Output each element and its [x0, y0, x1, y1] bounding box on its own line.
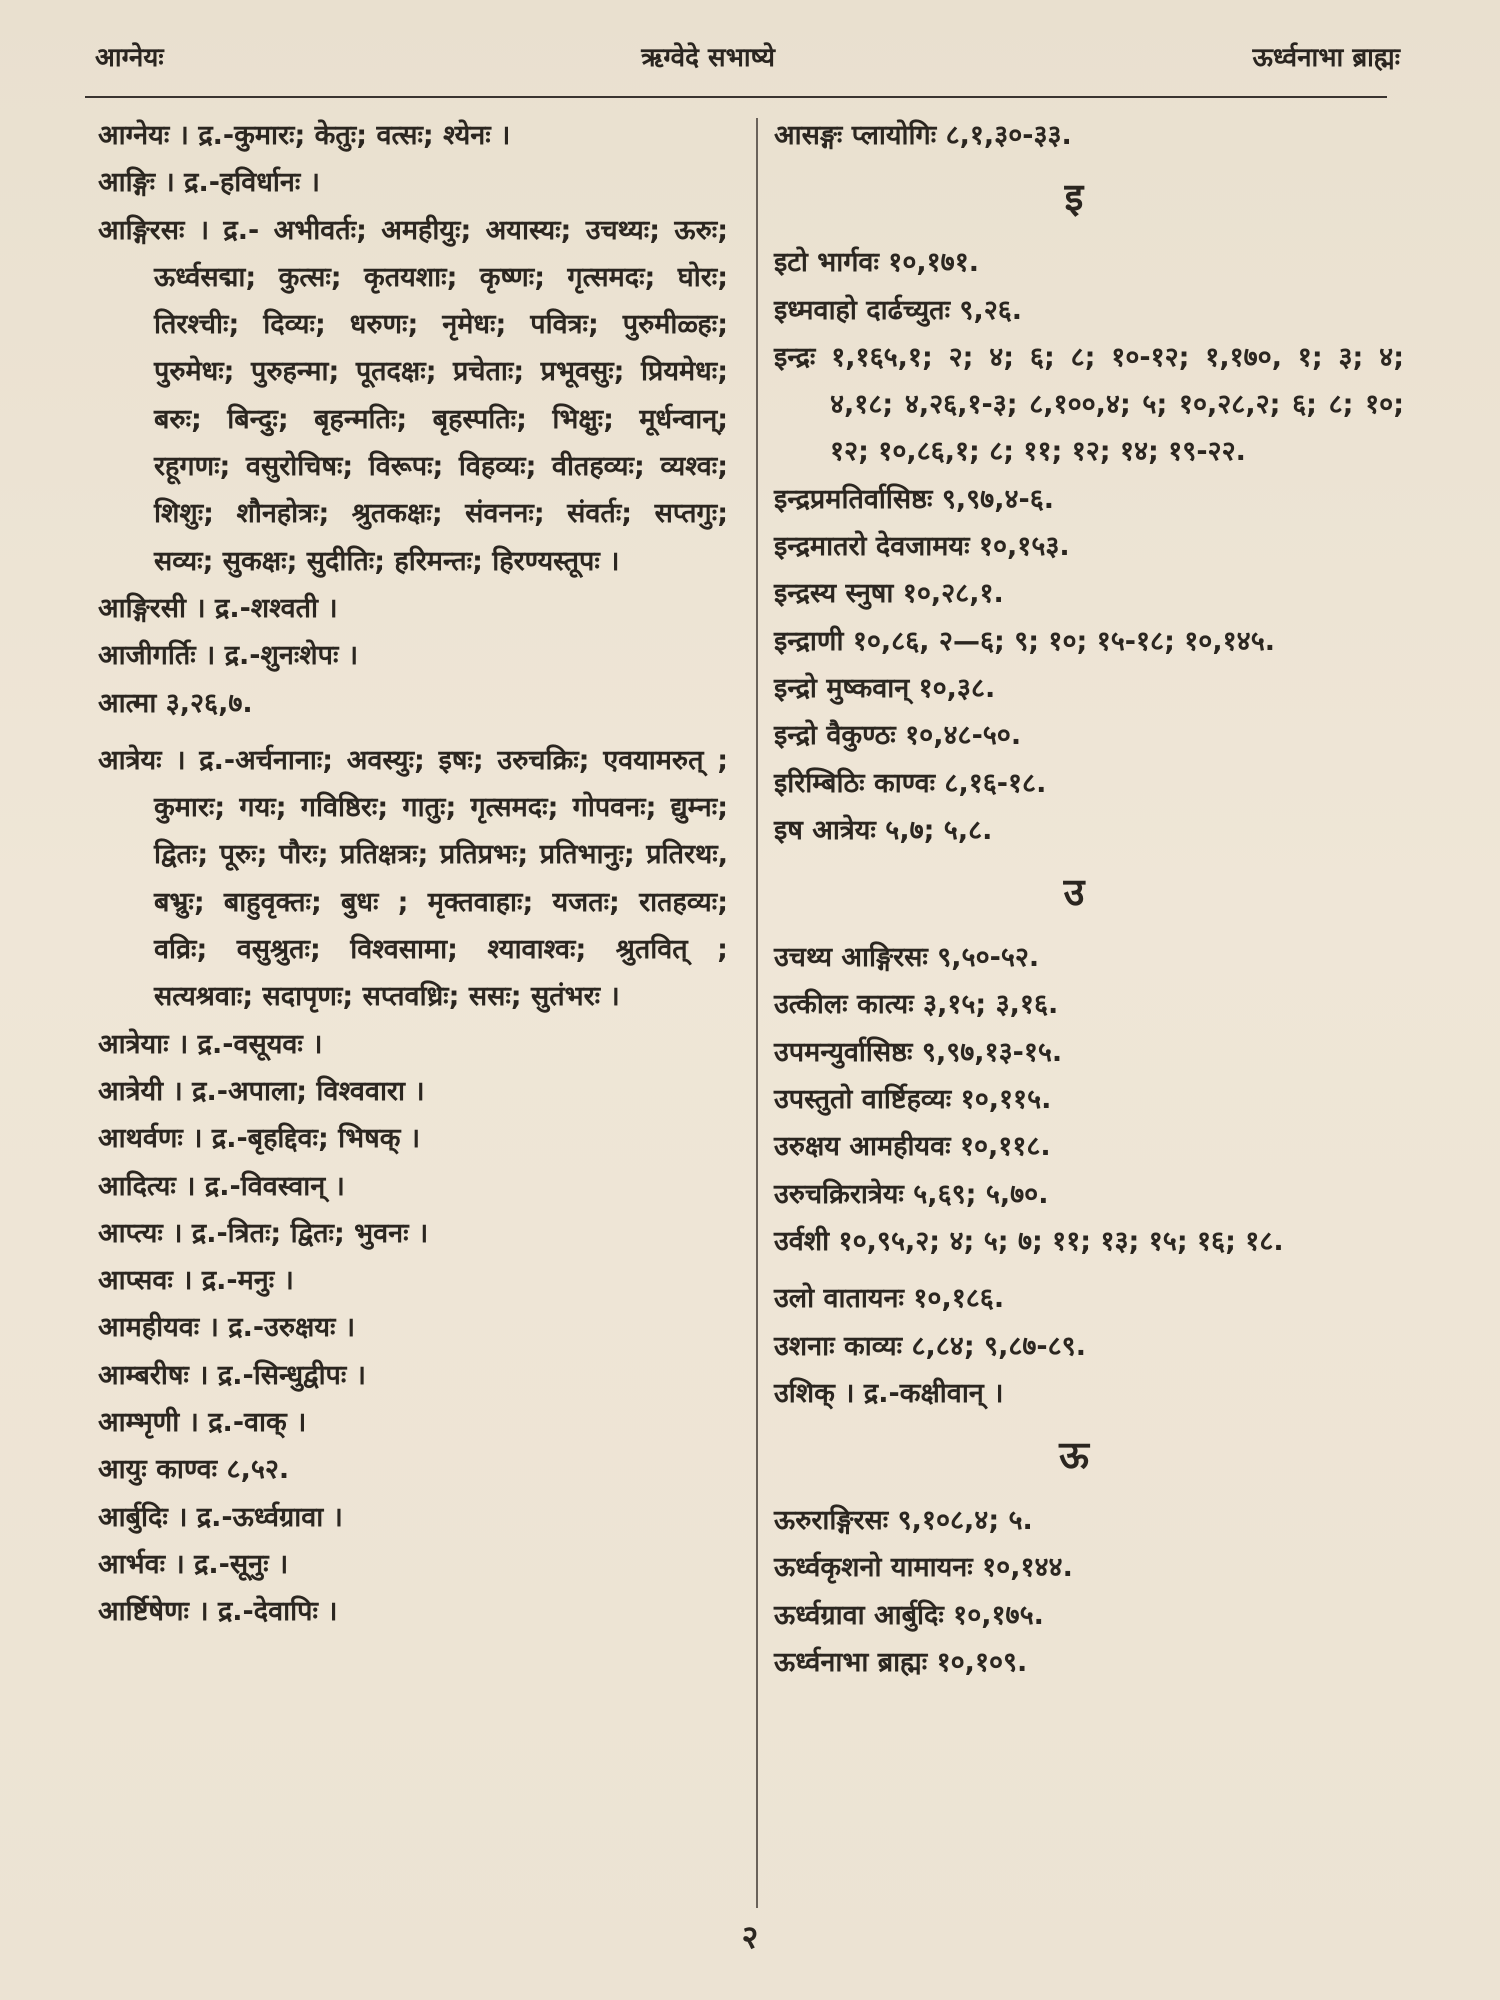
index-entry: आत्मा ३,२६,७. [98, 687, 253, 719]
index-entry: आग्नेयः । द्र.-कुमारः; केतुः; वत्सः; श्येनः । [98, 120, 511, 151]
top-rule [85, 96, 1387, 98]
index-entry: उत्कीलः कात्यः ३,१५; ३,१६. [774, 989, 1059, 1021]
right-column [774, 112, 1404, 1686]
index-entry: उशनाः काव्यः ८,८४; ९,८७-८९. [774, 1330, 1086, 1362]
index-entry: इन्द्रः १,१६५,१; २; ४; ६; ८; १०-१२; १,१७०, १; ३; ४; ४,१८; ४,२६,१-३; ८,१००,४; ५; १०,२८,२; ६; ८; १०; १२; १०,८६,१; ८; ११; १२; १४; १९-२२. [774, 341, 1404, 468]
index-entry: आत्रेयः । द्र.-अर्चनानाः; अवस्युः; इषः; उरुचक्रिः; एवयामरुत् ; कुमारः; गयः; गविष्ठिरः; गातुः; गृत्समदः; गोपवनः; द्युम्नः; द्वितः; पूरुः; पौरः; प्रतिक्षत्रः; प्रतिप्रभः; प्रतिभानुः; प्रतिरथः, बभ्रुः; बाहुवृक्तः; बुधः ; मृक्तवाहाः; यजतः; रातहव्यः; वव्रिः; वसुश्रुतः; विश्वसामा; श्यावाश्वः; श्रुतवित् ; सत्यश्रवाः; सदापृणः; सप्तवध्रिः; ससः; सुतंभरः । [98, 744, 728, 1013]
index-entry: उपमन्युर्वासिष्ठः ९,९७,१३-१५. [774, 1036, 1063, 1068]
index-entry: आङ्गिरसः । द्र.- अभीवर्तः; अमहीयुः; अयास्यः; उचथ्यः; ऊरुः; ऊर्ध्वसद्मा; कुत्सः; कृतयशाः; कृष्णः; गृत्समदः; घोरः; तिरश्चीः; दिव्यः; धरुणः; नृमेधः; पवित्रः; पुरुमीळ्हः; पुरुमेधः; पुरुहन्मा; पूतदक्षः; प्रचेताः; प्रभूवसुः; प्रियमेधः; बरुः; बिन्दुः; बृहन्मतिः; बृहस्पतिः; भिक्षुः; मूर्धन्वान्; रहूगणः; वसुरोचिषः; विरूपः; विहव्यः; वीतहव्यः; व्यश्वः; शिशुः; शौनहोत्रः; श्रुतकक्षः; संवननः; संवर्तः; सप्तगुः; सव्यः; सुकक्षः; सुदीतिः; हरिमन्तः; हिरण्यस्तूपः । [98, 214, 728, 577]
index-entry: आङ्गिः । द्र.-हविर्धानः । [98, 167, 320, 199]
index-entry: उशिक् । द्र.-कक्षीवान् । [774, 1377, 1004, 1409]
index-entry: आमहीयवः । द्र.-उरुक्षयः । [98, 1312, 356, 1344]
running-head-center: ऋग्वेदे सभाष्ये [641, 43, 775, 73]
index-entry: इष आत्रेयः ५,७; ५,८. [774, 814, 993, 846]
running-head [95, 38, 1400, 74]
index-entry: ऊर्ध्वकृशनो यामायनः १०,१४४. [774, 1552, 1073, 1584]
index-entry: इन्द्रो वैकुण्ठः १०,४८-५०. [774, 720, 1022, 752]
index-entry: उरुचक्रिरात्रेयः ५,६९; ५,७०. [774, 1178, 1049, 1210]
index-entry: आयुः काण्वः ८,५२. [98, 1454, 290, 1486]
index-entry: आदित्यः । द्र.-विवस्वान् । [98, 1170, 345, 1202]
column-rule [756, 118, 758, 1908]
index-entry: ऊर्ध्वनाभा ब्राह्मः १०,१०९. [774, 1647, 1028, 1679]
index-entry: आम्भृणी । द्र.-वाक् । [98, 1407, 307, 1439]
index-entry: उलो वातायनः १०,१८६. [774, 1283, 1005, 1315]
index-entry: आत्रेयाः । द्र.-वसूयवः । [98, 1028, 323, 1060]
left-column [98, 112, 728, 1636]
index-entry: आङ्गिरसी । द्र.-शश्वती । [98, 592, 338, 624]
page-number: २ [741, 1918, 759, 1956]
index-entry: इरिम्बिठिः काण्वः ८,१६-१८. [774, 767, 1047, 799]
index-entry: आप्त्यः । द्र.-त्रितः; द्वितः; भुवनः । [98, 1217, 429, 1249]
index-entry: आथर्वणः । द्र.-बृहद्दिवः; भिषक् । [98, 1123, 421, 1155]
index-entry: इन्द्रप्रमतिर्वासिष्ठः ९,९७,४-६. [774, 483, 1055, 515]
index-entry: उचथ्य आङ्गिरसः ९,५०-५२. [774, 942, 1040, 974]
index-entry: इध्मवाहो दार्ढच्युतः ९,२६. [774, 294, 1023, 326]
index-entry: उपस्तुतो वार्ष्टिहव्यः १०,११५. [774, 1084, 1052, 1116]
index-entry: आम्बरीषः । द्र.-सिन्धुद्वीपः । [98, 1359, 366, 1391]
index-entry: आर्भवः । द्र.-सूनुः । [98, 1548, 289, 1580]
section-letter-i: इ [1064, 175, 1084, 220]
index-entry: आसङ्गः प्लायोगिः ८,१,३०-३३. [774, 120, 1072, 151]
index-entry: इटो भार्गवः १०,१७१. [774, 247, 980, 279]
index-entry: ऊर्ध्वग्रावा आर्बुदिः १०,१७५. [774, 1599, 1044, 1631]
index-entry: आत्रेयी । द्र.-अपाला; विश्ववारा । [98, 1075, 425, 1107]
index-entry: आर्ष्टिषेणः । द्र.-देवापिः । [98, 1596, 338, 1628]
index-entry: इन्द्रमातरो देवजामयः १०,१५३. [774, 531, 1070, 563]
index-entry: इन्द्रस्य स्नुषा १०,२८,१. [774, 578, 1004, 610]
index-entry: आजीगर्तिः । द्र.-शुनःशेपः । [98, 640, 359, 672]
running-head-right: ऊर्ध्वनाभा ब्राह्मः [1252, 43, 1400, 73]
index-entry: आप्सवः । द्र.-मनुः । [98, 1265, 294, 1297]
index-entry: उर्वशी १०,९५,२; ४; ५; ७; ११; १३; १५; १६; १८. [774, 1225, 1284, 1257]
section-letter-u: उ [1063, 870, 1085, 915]
index-entry: ऊरुराङ्गिरसः ९,१०८,४; ५. [774, 1505, 1033, 1537]
index-entry: इन्द्राणी १०,८६, २—६; ९; १०; १५-१८; १०,१४५. [774, 625, 1275, 657]
section-letter-uu: ऊ [1059, 1433, 1089, 1478]
running-head-left: आग्नेयः [95, 43, 164, 73]
index-entry: उरुक्षय आमहीयवः १०,११८. [774, 1131, 1051, 1163]
index-entry: इन्द्रो मुष्कवान् १०,३८. [774, 672, 996, 704]
index-entry: आर्बुदिः । द्र.-ऊर्ध्वग्रावा । [98, 1501, 343, 1533]
